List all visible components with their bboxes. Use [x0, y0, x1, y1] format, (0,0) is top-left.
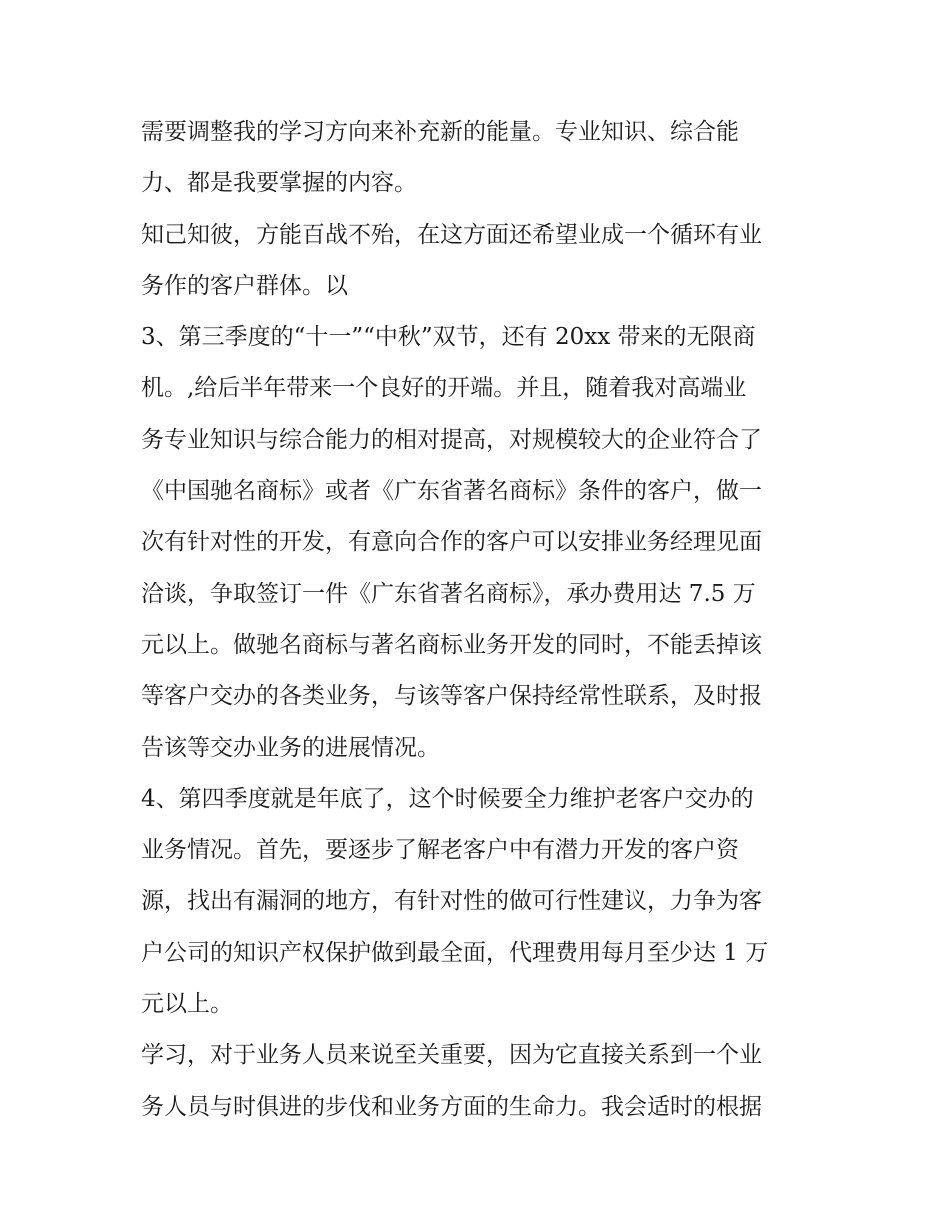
text-line: 次有针对性的开发，有意向合作的客户可以安排业务经理见面: [141, 529, 762, 556]
text-line: 元以上。做驰名商标与著名商标业务开发的同时，不能丢掉该: [141, 631, 762, 658]
text-line: 4、第四季度就是年底了，这个时候要全力维护老客户交办的: [141, 785, 754, 812]
text-line: 知己知彼，方能百战不殆，在这方面还希望业成一个循环有业: [141, 221, 762, 248]
text-line: 务作的客户群体。以: [141, 272, 348, 299]
text-line: 务人员与时俱进的步伐和业务方面的生命力。我会适时的根据: [141, 1093, 762, 1120]
text-line: 《中国驰名商标》或者《广东省著名商标》条件的客户，做一: [141, 478, 762, 505]
text-line: 3、第三季度的“十一”“中秋”双节，还有 20xx 带来的无限商: [141, 324, 756, 351]
text-line: 户公司的知识产权保护做到最全面，代理费用每月至少达 1 万: [141, 939, 769, 966]
text-line: 需要调整我的学习方向来补充新的能量。专业知识、综合能: [141, 119, 739, 145]
text-line: 源，找出有漏洞的地方，有针对性的做可行性建议，力争为客: [141, 888, 762, 915]
text-line: 告该等交办业务的进展情况。: [141, 734, 440, 761]
text-line: 等客户交办的各类业务，与该等客户保持经常性联系，及时报: [141, 683, 762, 710]
text-line: 业务情况。首先，要逐步了解老客户中有潜力开发的客户资: [141, 837, 739, 864]
text-line: 务专业知识与综合能力的相对提高，对规模较大的企业符合了: [141, 426, 762, 453]
text-line: 洽谈，争取签订一件《广东省著名商标》，承办费用达 7.5 万: [141, 580, 756, 607]
text-line: 元以上。: [141, 991, 233, 1018]
document-body: [141, 107, 821, 1133]
text-line: 机。,给后半年带来一个良好的开端。并且，随着我对高端业: [141, 375, 747, 402]
text-line: 学习，对于业务人员来说至关重要，因为它直接关系到一个业: [141, 1042, 762, 1069]
text-line: 力、都是我要掌握的内容。: [141, 170, 417, 197]
